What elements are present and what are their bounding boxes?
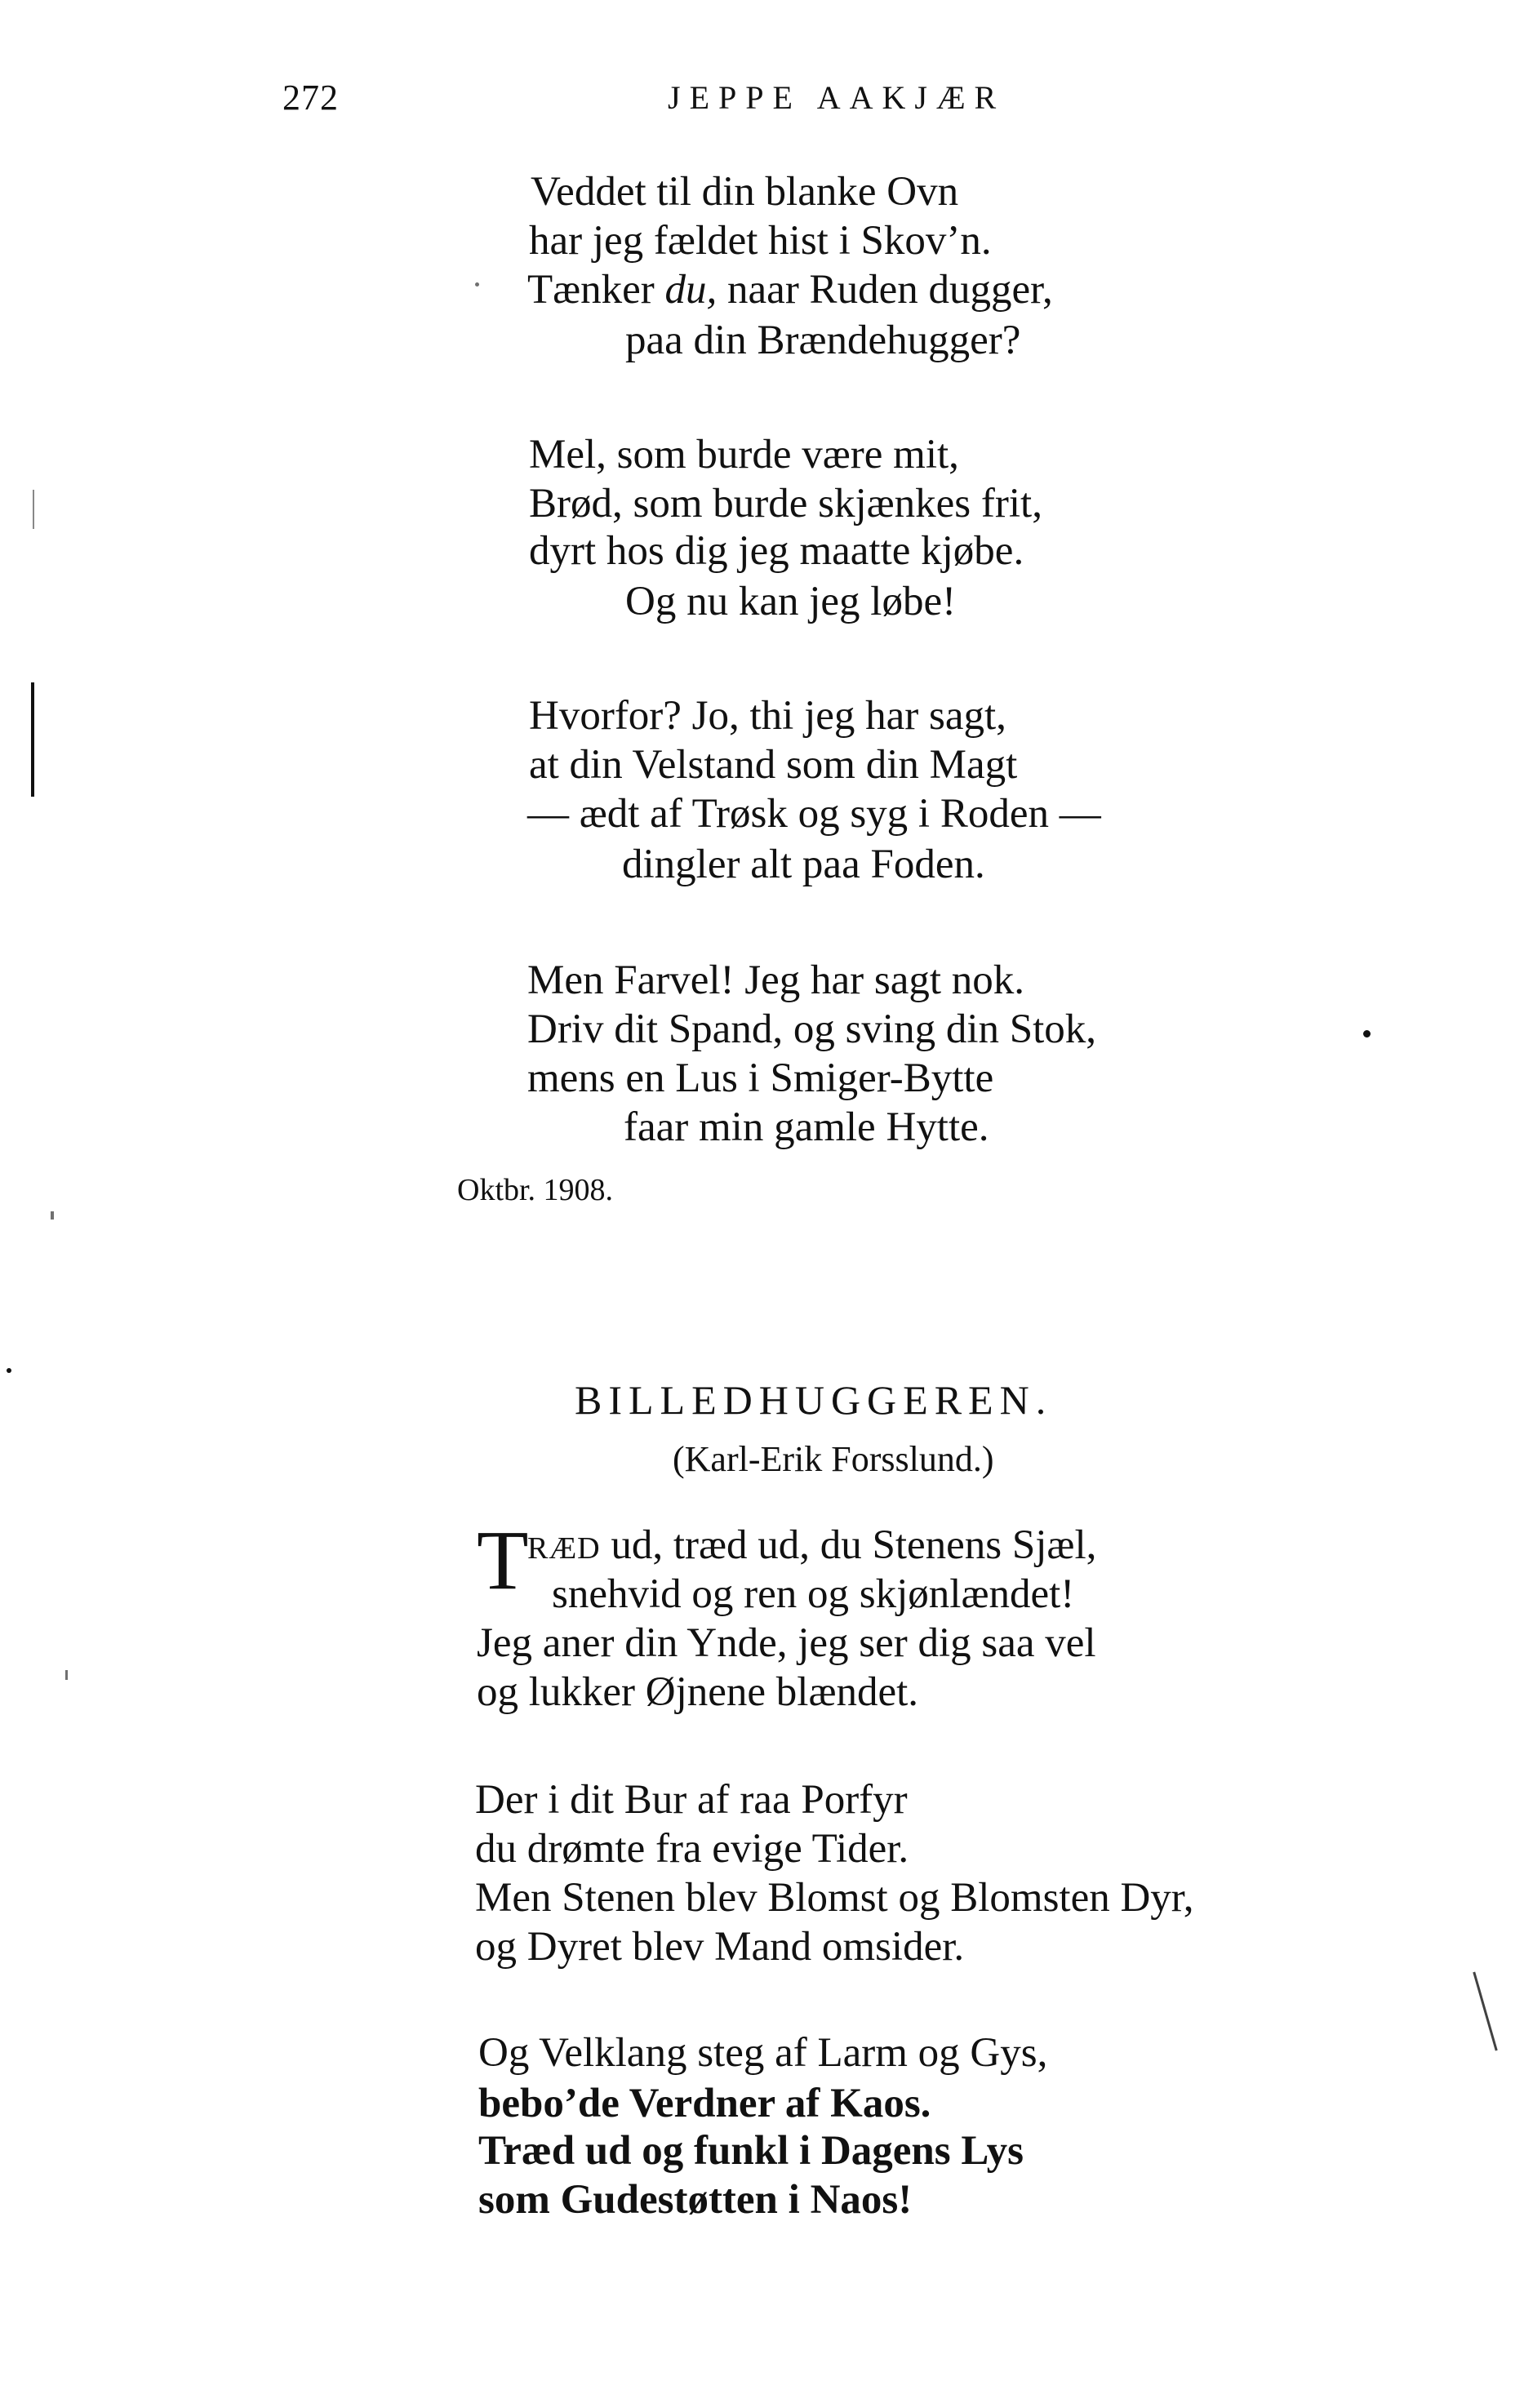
poem1-line: Brød, som burde skjænkes frit, — [529, 481, 1042, 526]
running-head: JEPPE AAKJÆR — [668, 79, 1006, 116]
poem1-line: Og nu kan jeg løbe! — [625, 579, 957, 624]
poem2-line: Jeg aner din Ynde, jeg ser dig saa vel — [477, 1620, 1096, 1666]
poem1-line: har jeg fældet hist i Skov’n. — [529, 218, 992, 264]
poem1-line: faar min gamle Hytte. — [624, 1104, 989, 1150]
poem-date: Oktbr. 1908. — [457, 1173, 614, 1207]
poem1-line-text: Tænker — [527, 267, 665, 313]
poem1-line: Veddet til din blanke Ovn — [531, 169, 959, 215]
poem-title: BILLEDHUGGEREN. — [575, 1377, 1053, 1423]
poem2-line: Og Velklang steg af Larm og Gys, — [478, 2030, 1048, 2076]
poem1-line-with-italic — [527, 269, 1053, 311]
scan-dot — [475, 282, 479, 287]
poem1-line: dingler alt paa Foden. — [622, 842, 985, 887]
scan-mark — [33, 490, 34, 529]
poem1-line: Hvorfor? Jo, thi jeg har sagt, — [529, 693, 1006, 739]
poem2-first-line — [527, 1522, 1097, 1568]
scan-dot — [51, 1211, 54, 1220]
poem1-line: Mel, som burde være mit, — [529, 432, 959, 478]
poem2-line: Men Stenen blev Blomst og Blomsten Dyr, — [475, 1875, 1194, 1921]
poem1-line: paa din Brændehugger? — [625, 318, 1021, 363]
scan-mark — [31, 682, 34, 797]
scan-dot — [65, 1670, 68, 1680]
scan-dot — [7, 1368, 11, 1373]
poem2-line: som Gudestøtten i Naos! — [478, 2177, 913, 2223]
poem1-line: mens en Lus i Smiger-Bytte — [527, 1055, 994, 1101]
poem2-line: og Dyret blev Mand omsider. — [475, 1924, 965, 1970]
italic-word: du, — [664, 267, 718, 313]
poem2-line: snehvid og ren og skjønlændet! — [552, 1571, 1075, 1617]
poem1-line: at din Velstand som din Magt — [529, 742, 1018, 788]
poem2-line-text: ud, træd ud, du Stenens Sjæl, — [600, 1522, 1097, 1568]
poem2-line: bebo’de Verdner af Kaos. — [478, 2081, 931, 2126]
poem1-line: dyrt hos dig jeg maatte kjøbe. — [529, 528, 1024, 574]
poem1-line: — ædt af Trøsk og syg i Roden — — [527, 791, 1101, 837]
scan-mark — [1473, 1972, 1497, 2051]
poem1-line-text: naar Ruden dugger, — [717, 267, 1053, 313]
scan-dot — [1363, 1030, 1371, 1037]
poem-subtitle: (Karl-Erik Forsslund.) — [673, 1439, 994, 1479]
small-caps-word: RÆD — [527, 1531, 601, 1566]
poem1-line: Men Farvel! Jeg har sagt nok. — [527, 957, 1025, 1003]
drop-cap: T — [477, 1513, 529, 1607]
poem2-line: du drømte fra evige Tider. — [475, 1826, 909, 1872]
poem2-line: og lukker Øjnene blændet. — [477, 1669, 919, 1715]
poem2-line: Der i dit Bur af raa Porfyr — [475, 1777, 908, 1823]
poem2-line: Træd ud og funkl i Dagens Lys — [478, 2128, 1024, 2174]
page-number: 272 — [282, 78, 339, 118]
poem1-line: Driv dit Spand, og sving din Stok, — [527, 1006, 1097, 1052]
